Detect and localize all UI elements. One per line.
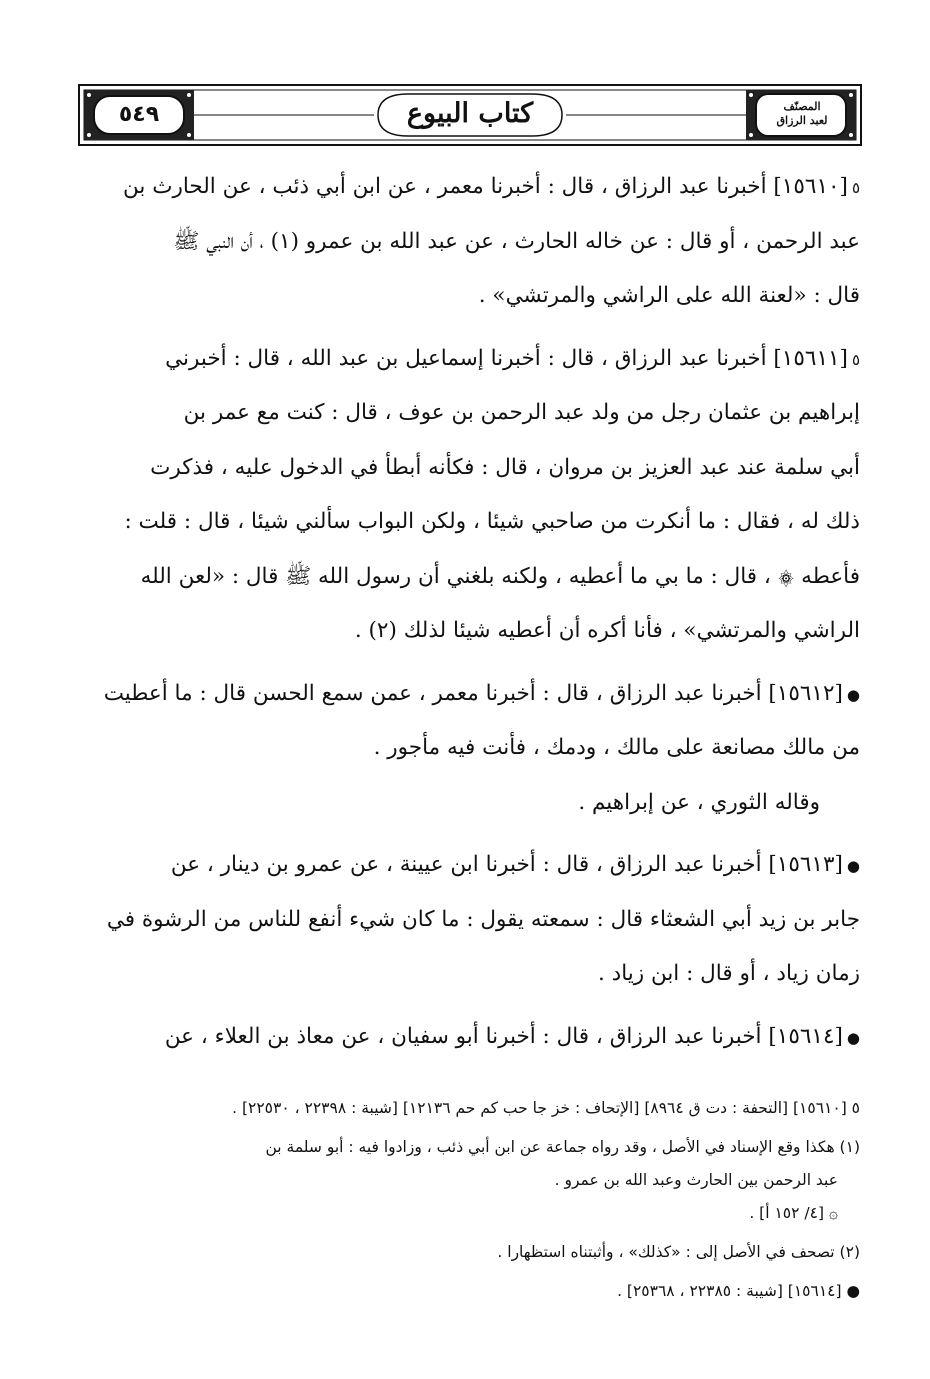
- text-line: ذلك له ، فقال : ما أنكرت من صاحبي شيئا ، ولكن البواب سألني شيئا ، قال : قلت :: [124, 509, 860, 534]
- footnote-line: عبد الرحمن بين الحارث وعبد الله بن عمرو .: [554, 1171, 838, 1189]
- text-line: [82, 332, 860, 387]
- footnote-line: (٢) تصحف في الأصل إلى : «كذلك» ، وأثبتناه استظهارا .: [497, 1243, 860, 1261]
- text-line: الراشي والمرتشي» ، فأنا أكره أن أعطيه شيئا لذلك (٢) .: [354, 618, 860, 643]
- logo-line-1: المصنّف: [783, 100, 821, 113]
- line-text: [١٥٦١٣] أخبرنا عبد الرزاق ، قال : أخبرنا ابن عيينة ، عن عمرو بن دينار ، عن: [170, 852, 843, 877]
- book-logo: [766, 95, 838, 135]
- line-text: [١٥٦١٢] أخبرنا عبد الرزاق ، قال : أخبرنا معمر ، عمن سمع الحسن قال : ما أعطيت: [103, 680, 843, 706]
- hadith-entry: [82, 160, 860, 324]
- text-line: من مالك مصانعة على مالك ، ودمك ، فأنت فيه مأجور .: [373, 735, 860, 760]
- text-line: إبراهيم بن عثمان رجل من ولد عبد الرحمن بن عوف ، قال : كنت مع عمر بن: [183, 400, 860, 425]
- footnotes: [82, 1092, 860, 1308]
- text-line: [82, 1010, 860, 1065]
- footnote-line: ۞ [٤/ ١٥٢ أ] .: [749, 1204, 838, 1222]
- logo-line-2: لعبد الرزاق: [776, 114, 828, 127]
- text-line: أبي سلمة عند عبد العزيز بن مروان ، قال : فكأنه أبطأ في الدخول عليه ، فذكرت: [150, 454, 860, 480]
- text-line: [82, 667, 860, 722]
- hadith-entry: [82, 332, 860, 659]
- hadith-entry: [82, 667, 860, 831]
- text-line: فأعطه ۞ ، قال : ما بي ما أعطيه ، ولكنه بلغني أن رسول الله ﷺ قال : «لعن الله: [140, 563, 860, 589]
- text-line: عبد الرحمن ، أو قال : عن خاله الحارث ، عن عبد الله بن عمرو (١) ، أن النبي ﷺ: [173, 228, 860, 254]
- entry-marker: ●: [846, 857, 860, 875]
- page-header: [78, 84, 862, 146]
- text-line: زمان زياد ، أو قال : ابن زياد .: [597, 961, 860, 986]
- page-number: ٥٤٩: [118, 102, 160, 127]
- hadith-entry: [82, 1010, 860, 1065]
- text-line: [82, 160, 860, 215]
- text-line: وقاله الثوري ، عن إبراهيم .: [578, 789, 820, 815]
- hadith-entry: [82, 838, 860, 1002]
- line-text: [١٥٦١٤] أخبرنا عبد الرزاق ، قال : أخبرنا أبو سفيان ، عن معاذ بن العلاء ، عن: [164, 1023, 843, 1049]
- chapter-title: كتاب البيوع: [406, 98, 534, 129]
- line-text: [١٥٦١١] أخبرنا عبد الرزاق ، قال : أخبرنا إسماعيل بن عبد الله ، قال : أخبرني: [165, 345, 848, 371]
- line-text: [١٥٦١٠] أخبرنا عبد الرزاق ، قال : أخبرنا معمر ، عن ابن أبي ذئب ، عن الحارث بن: [123, 174, 848, 199]
- footnote-line: ٥ [١٥٦١٠] [التحفة : دت ق ٨٩٦٤] [الإتحاف : خز جا حب كم حم ١٢١٣٦] [شيبة : ٢٢٣٩٨ ، ٢٢٥٣٠] .: [232, 1099, 860, 1117]
- entry-marker: ●: [846, 1028, 860, 1047]
- entry-marker: ●: [846, 685, 860, 704]
- footnote-line: ● [١٥٦١٤] [شيبة : ٢٢٣٨٥ ، ٢٥٣٦٨] .: [617, 1282, 860, 1300]
- entry-marker: ٥: [851, 179, 860, 197]
- main-text: [82, 160, 860, 1064]
- entry-marker: ٥: [851, 350, 860, 369]
- text-line: قال : «لعنة الله على الراشي والمرتشي» .: [478, 283, 860, 308]
- text-line: [82, 838, 860, 893]
- text-line: جابر بن زيد أبي الشعثاء قال : سمعته يقول : ما كان شيء أنفع للناس من الرشوة في: [106, 906, 860, 932]
- footnote-line: (١) هكذا وقع الإسناد في الأصل ، وقد رواه جماعة عن ابن أبي ذئب ، وزادوا فيه : أبو سلمة بن: [265, 1138, 860, 1156]
